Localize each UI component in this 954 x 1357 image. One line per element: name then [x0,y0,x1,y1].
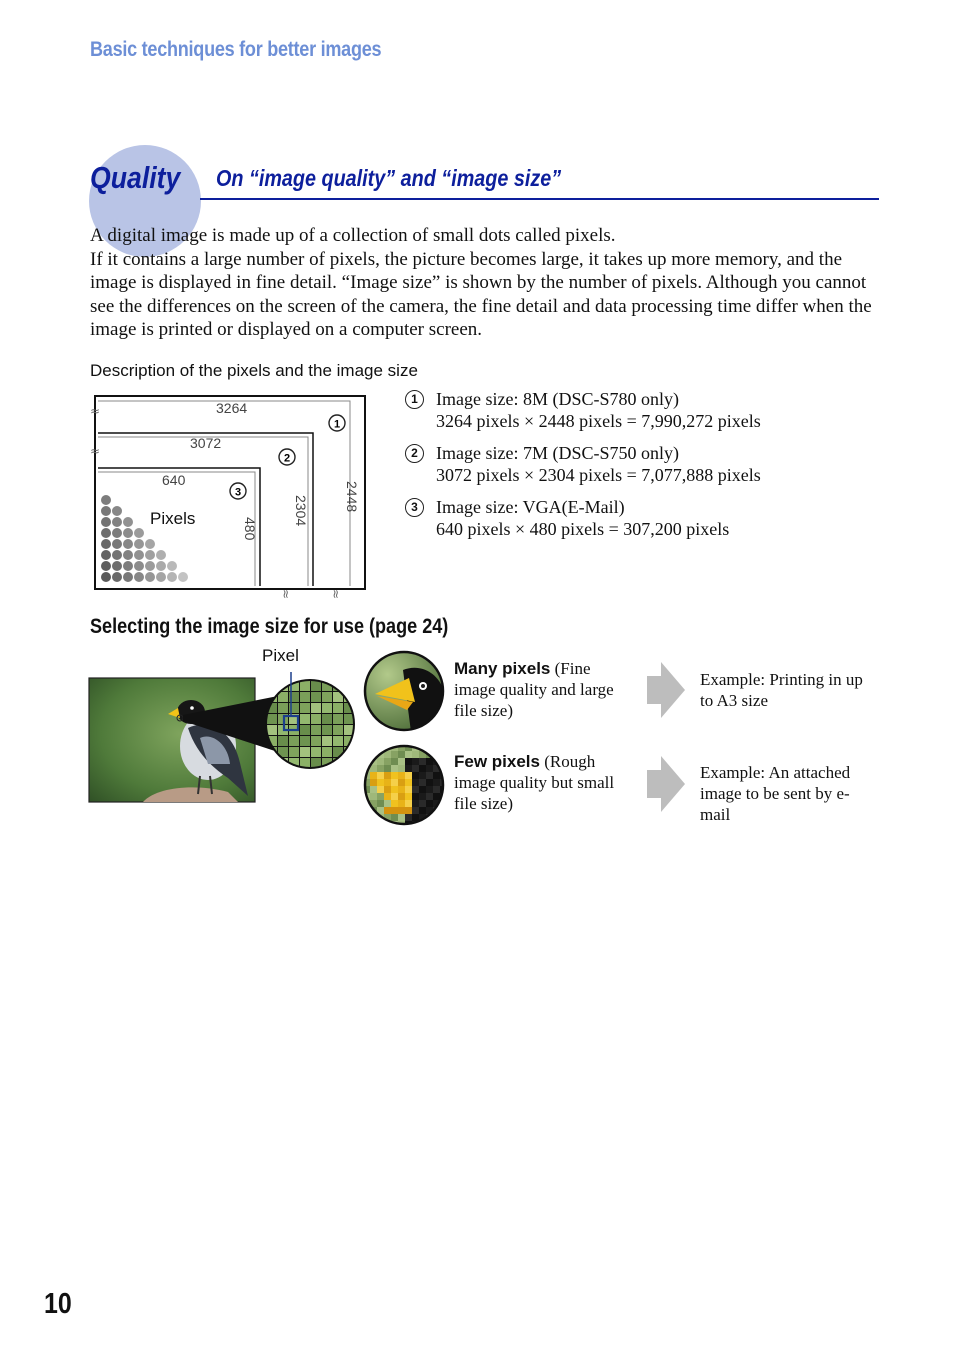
body-paragraph: A digital image is made up of a collection of small dots called pixels. [90,225,616,246]
pixel-count: 640 pixels × 480 pixels = 307,200 pixels [436,519,730,539]
height-label-2448: 2448 [344,481,360,513]
section-title: Quality [90,160,181,195]
pixel-callout-label: Pixel [262,646,299,665]
many-pixels-detail: (Fine image quality and large file size) [454,659,614,720]
svg-text:2: 2 [283,452,291,465]
number-2-icon: 2 [405,444,424,463]
arrow-right-icon [645,754,687,814]
image-size-label: Image size: 8M (DSC-S780 only) [436,389,679,409]
svg-text:3: 3 [234,486,242,499]
height-label-2304: 2304 [293,495,309,527]
heading-rule [200,198,879,200]
section-heading: On “image quality” and “image size” [216,165,562,191]
image-size-diagram [88,393,370,603]
many-pixels-term: Many pixels [454,659,551,678]
rough-closeup-image [363,744,445,826]
running-header: Basic techniques for better images [90,38,382,61]
svg-text:≈: ≈ [90,404,101,418]
height-label-480: 480 [242,517,258,541]
svg-text:1: 1 [333,418,341,431]
width-label-640: 640 [162,472,186,488]
few-pixels-term: Few pixels [454,752,540,771]
few-pixels-description [454,751,624,814]
selecting-heading: Selecting the image size for use (page 24) [90,615,449,638]
page-number: 10 [44,1288,72,1320]
svg-text:≈: ≈ [329,589,343,600]
svg-text:≈: ≈ [279,589,293,600]
pixel-diagram-caption: Description of the pixels and the image size [90,361,418,380]
image-size-label: Image size: VGA(E-Mail) [436,497,625,517]
width-label-3072: 3072 [190,435,222,451]
many-pixels-description [454,658,624,721]
pixel-count: 3264 pixels × 2448 pixels = 7,990,272 pixels [436,411,761,431]
svg-text:≈: ≈ [90,444,101,458]
number-1-icon: 1 [405,390,424,409]
few-pixels-detail: (Rough image quality but small file size) [454,752,615,813]
width-label-3264: 3264 [216,400,248,416]
image-size-label: Image size: 7M (DSC-S750 only) [436,443,679,463]
example-email: Example: An attached image to be sent by e-mail [700,763,851,824]
pixel-count: 3072 pixels × 2304 pixels = 7,077,888 pixels [436,465,761,485]
fine-closeup-image [363,650,445,732]
pixels-label: Pixels [150,509,196,528]
body-text [90,224,880,342]
body-paragraph: If it contains a large number of pixels, the picture becomes large, it takes up more memory, and the image is displayed in fine detail. “Image size” is shown by the number of pixels. Although you cannot see the differences on the screen of the camera, the fine detail and data processing time differ when the image is printed or displayed on a computer screen. [90,248,872,341]
arrow-right-icon [645,660,687,720]
example-printing: Example: Printing in up to A3 size [700,670,863,710]
number-3-icon: 3 [405,498,424,517]
bird-photo-figure [88,668,358,808]
